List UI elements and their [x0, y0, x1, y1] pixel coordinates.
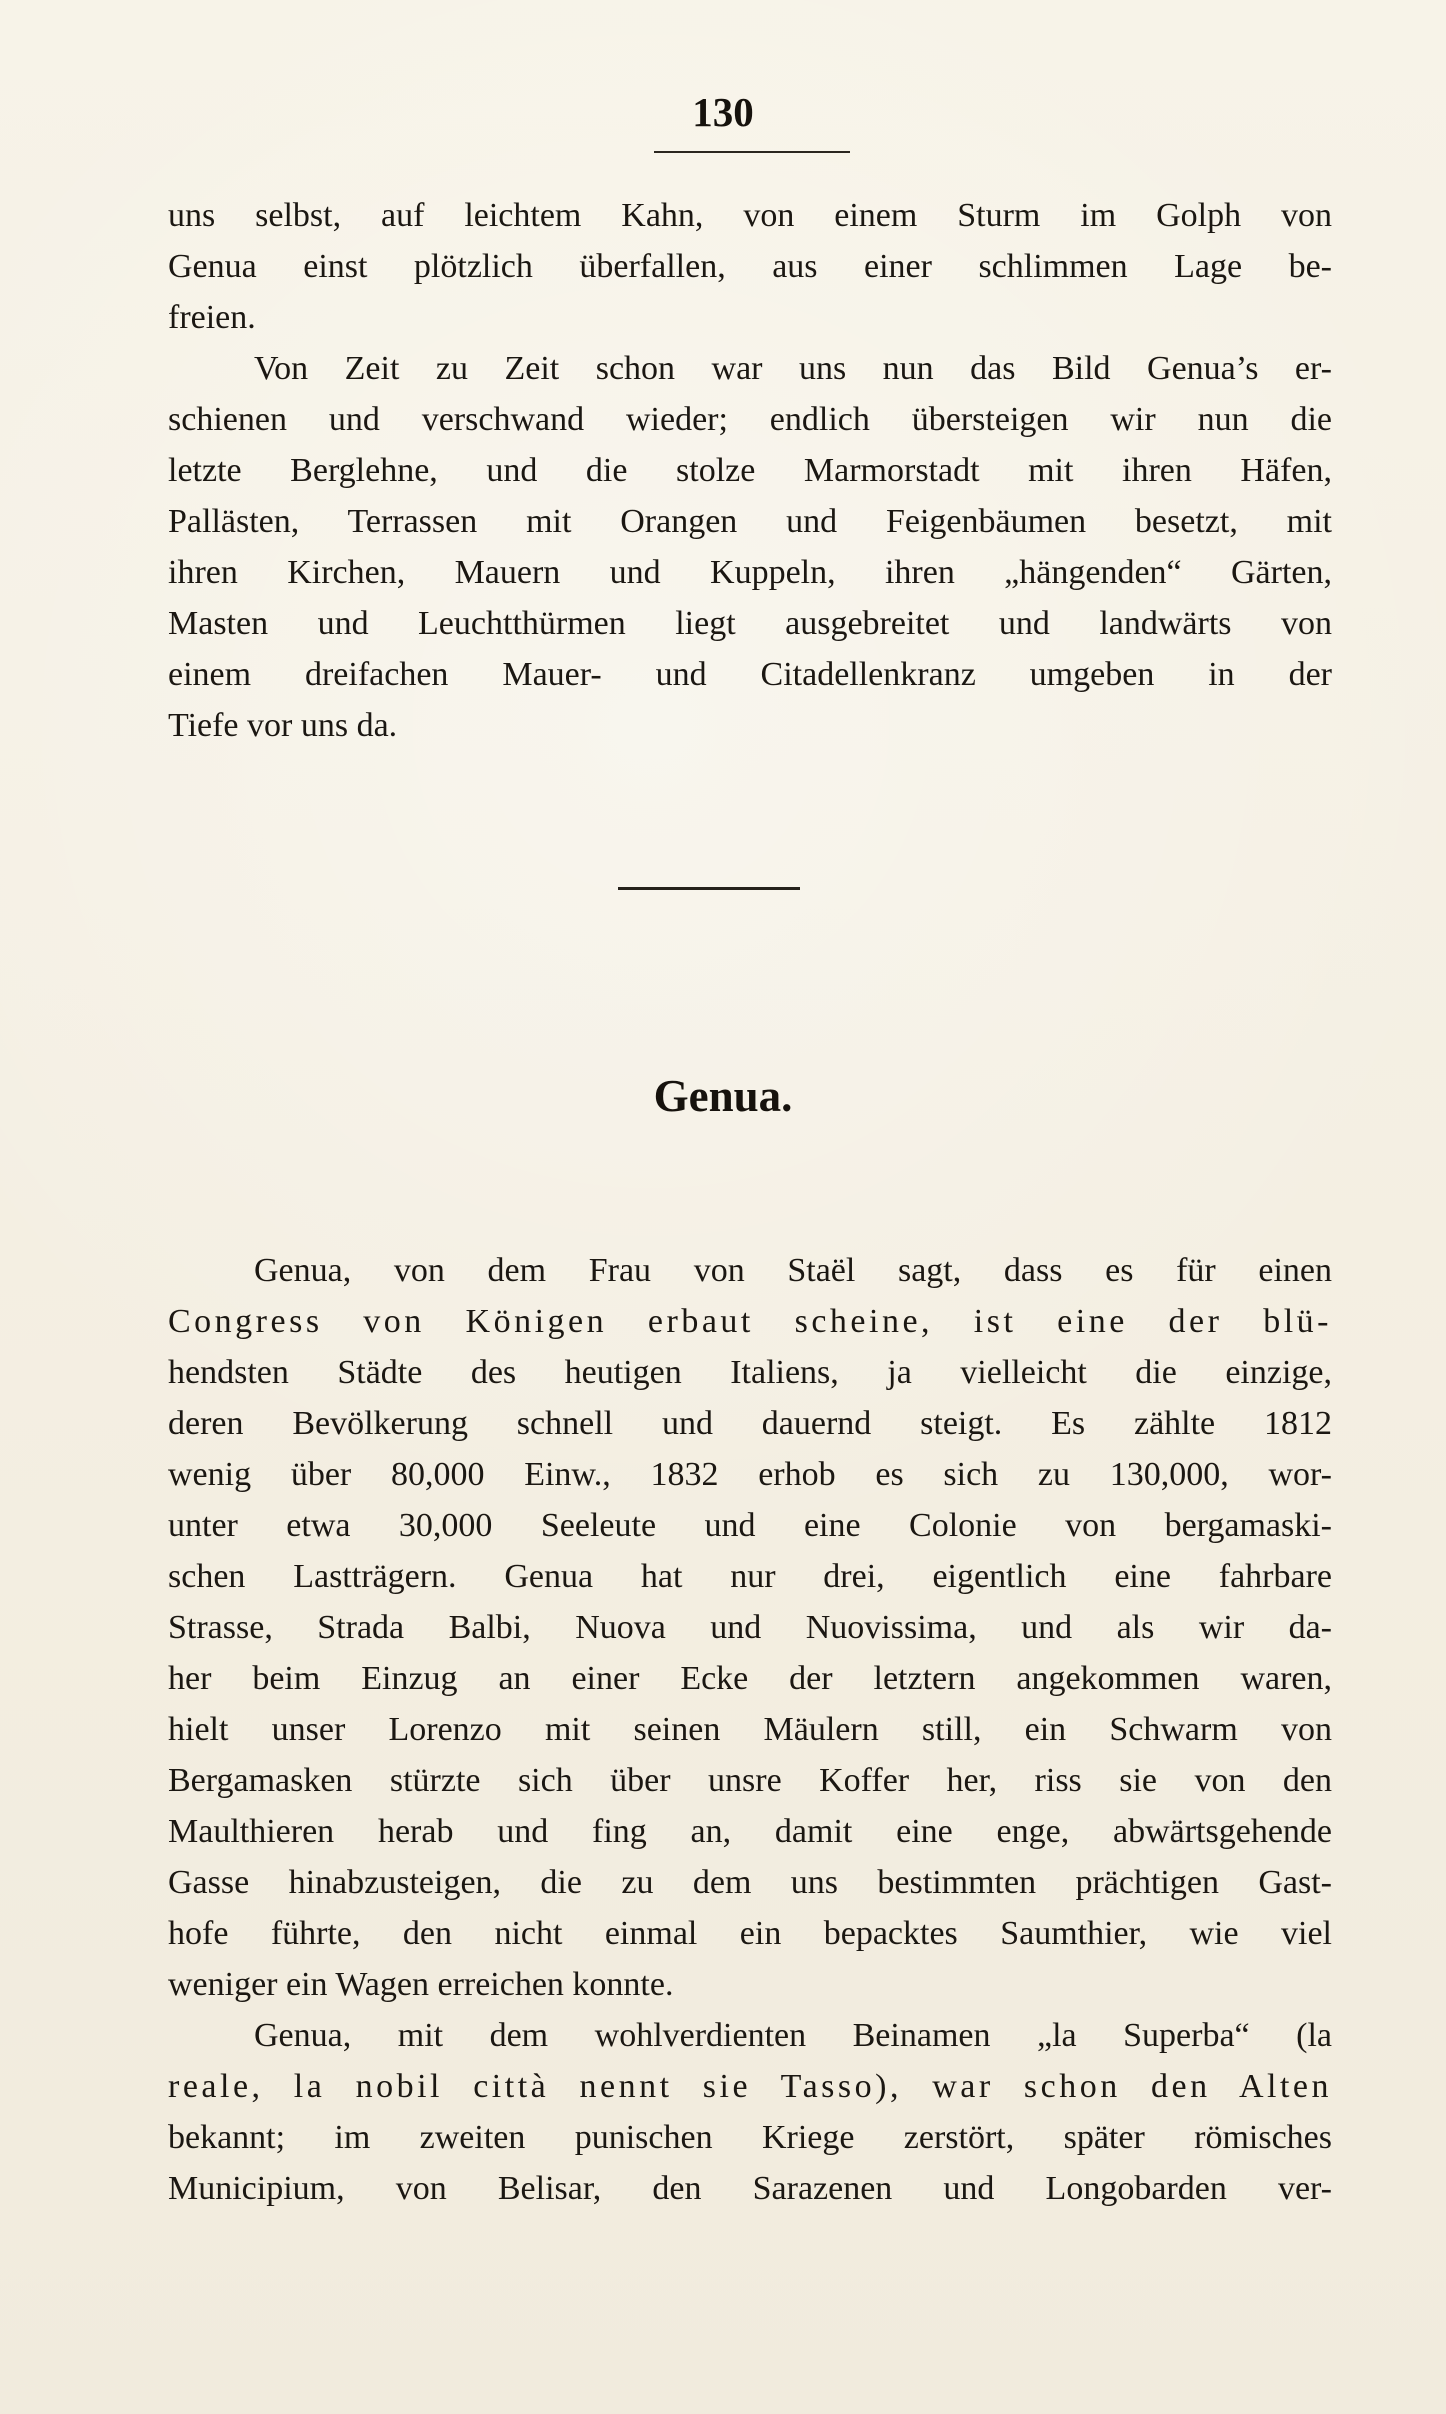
- top-text-block: [168, 190, 1332, 751]
- bleed-through-line: [170, 855, 1310, 905]
- text-line: her beim Einzug an einer Ecke der letztern angekommen waren,: [168, 1660, 1332, 1697]
- text-line: deren Bevölkerung schnell und dauernd steigt. Es zählte 1812: [168, 1405, 1332, 1442]
- text-line: schen Lastträgern. Genua hat nur drei, eigentlich eine fahrbare: [168, 1558, 1332, 1595]
- page-number-rule: [654, 151, 850, 153]
- text-line: Congress von Königen erbaut scheine, ist eine der blü-: [168, 1303, 1332, 1340]
- text-line: Genua einst plötzlich überfallen, aus einer schlimmen Lage be-: [168, 248, 1332, 285]
- bleed-through-line: [170, 805, 1310, 855]
- text-line: unter etwa 30,000 Seeleute und eine Colonie von bergamaski-: [168, 1507, 1332, 1544]
- text-line: Genua, von dem Frau von Staël sagt, dass es für einen: [254, 1252, 1332, 1289]
- text-line: Von Zeit zu Zeit schon war uns nun das Bild Genua’s er-: [254, 350, 1332, 387]
- main-text-block: [168, 1245, 1332, 2214]
- text-line: Pallästen, Terrassen mit Orangen und Feigenbäumen besetzt, mit: [168, 503, 1332, 540]
- text-line: hofe führte, den nicht einmal ein bepacktes Saumthier, wie viel: [168, 1915, 1332, 1952]
- text-line: reale, la nobil città nennt sie Tasso), war schon den Alten: [168, 2068, 1332, 2105]
- text-line: wenig über 80,000 Einw., 1832 erhob es sich zu 130,000, wor-: [168, 1456, 1332, 1493]
- text-line: letzte Berglehne, und die stolze Marmorstadt mit ihren Häfen,: [168, 452, 1332, 489]
- text-line: schienen und verschwand wieder; endlich übersteigen wir nun die: [168, 401, 1332, 438]
- text-line: bekannt; im zweiten punischen Kriege zerstört, später römisches: [168, 2119, 1332, 2156]
- text-line: Strasse, Strada Balbi, Nuova und Nuovissima, und als wir da-: [168, 1609, 1332, 1646]
- text-line: hielt unser Lorenzo mit seinen Mäulern still, ein Schwarm von: [168, 1711, 1332, 1748]
- text-line: Municipium, von Belisar, den Sarazenen und Longobarden ver-: [168, 2170, 1332, 2207]
- text-line: ihren Kirchen, Mauern und Kuppeln, ihren „hängenden“ Gärten,: [168, 554, 1332, 591]
- text-line: Genua, mit dem wohlverdienten Beinamen „la Superba“ (la: [254, 2017, 1332, 2054]
- text-line: uns selbst, auf leichtem Kahn, von einem Sturm im Golph von: [168, 197, 1332, 234]
- text-line: Masten und Leuchtthürmen liegt ausgebreitet und landwärts von: [168, 605, 1332, 642]
- bleed-through-line: [170, 755, 1310, 805]
- text-line: hendsten Städte des heutigen Italiens, ja vielleicht die einzige,: [168, 1354, 1332, 1391]
- text-line: freien.: [168, 299, 256, 336]
- section-title: Genua.: [653, 1071, 793, 1121]
- text-line: Maulthieren herab und fing an, damit eine enge, abwärtsgehende: [168, 1813, 1332, 1850]
- text-line: einem dreifachen Mauer- und Citadellenkranz umgeben in der: [168, 656, 1332, 693]
- text-line: Gasse hinabzusteigen, die zu dem uns bestimmten prächtigen Gast-: [168, 1864, 1332, 1901]
- text-line: weniger ein Wagen erreichen konnte.: [168, 1966, 674, 2003]
- section-divider-rule: [618, 887, 800, 890]
- text-line: Tiefe vor uns da.: [168, 707, 398, 744]
- bleed-through-line: [170, 955, 1310, 1005]
- bleed-through-line: [170, 905, 1310, 955]
- text-line: Bergamasken stürzte sich über unsre Koffer her, riss sie von den: [168, 1762, 1332, 1799]
- page-number: 130: [692, 89, 754, 135]
